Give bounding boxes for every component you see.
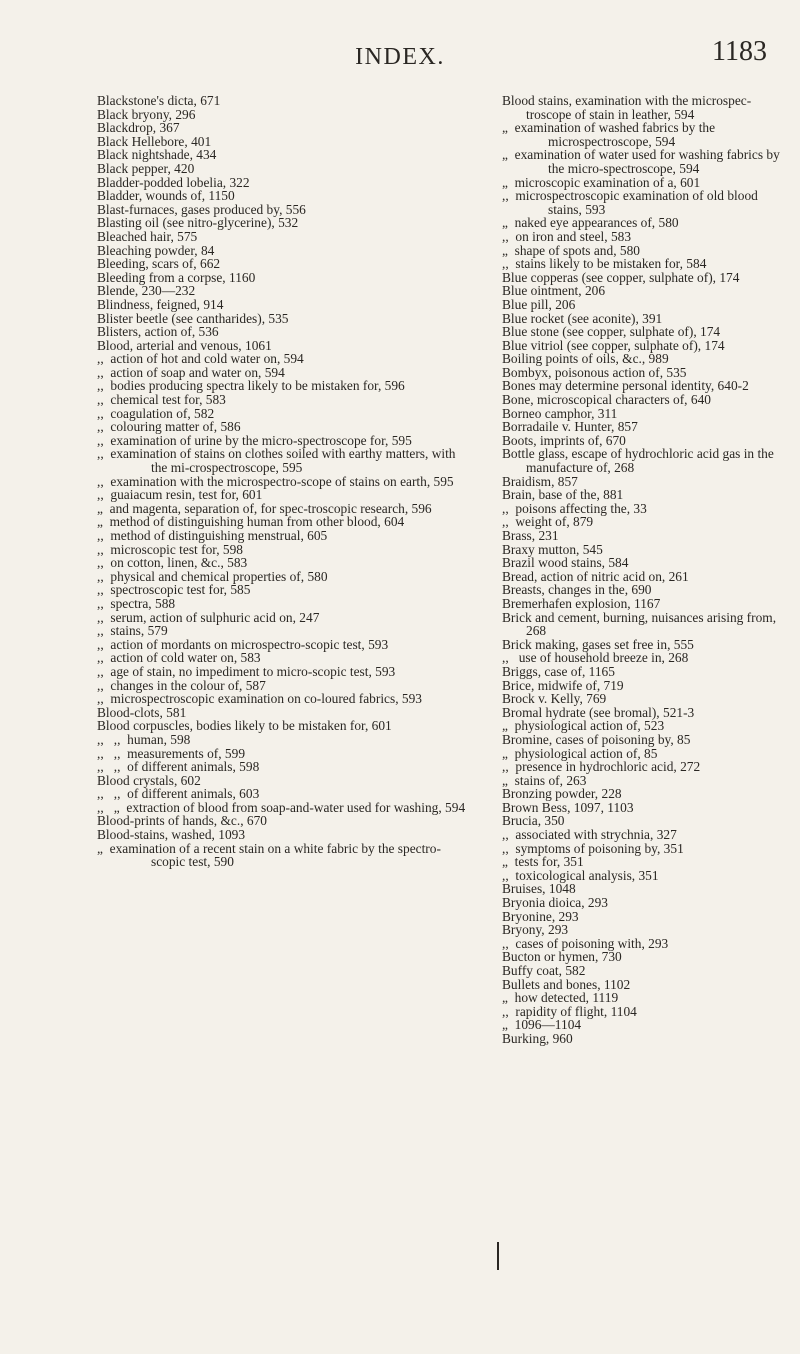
index-subentry: „ shape of spots and, 580 — [502, 242, 640, 258]
index-entry: Blasting oil (see nitro-glycerine), 532 — [97, 215, 299, 231]
index-subentry: ,, use of household breeze in, 268 — [502, 650, 689, 666]
index-subentry: „ how detected, 1119 — [502, 990, 619, 1006]
index-entry: Blood-clots, 581 — [97, 704, 187, 720]
index-subentry: ,, on iron and steel, 583 — [502, 228, 632, 244]
index-subentry: „ naked eye appearances of, 580 — [502, 215, 679, 231]
index-subentry: ,, action of hot and cold water on, 594 — [97, 351, 304, 367]
index-subentry: ,, changes in the colour of, 587 — [97, 677, 266, 693]
index-subentry: „ examination of water used for washing fabrics by the micro-spectroscope, 594 — [502, 147, 784, 176]
index-subentry: ,, weight of, 879 — [502, 514, 594, 530]
index-subentry: ,, ,, measurements of, 599 — [97, 745, 246, 761]
index-subentry: „ 1096—1104 — [502, 1017, 582, 1033]
index-entry: Bryonia dioica, 293 — [502, 895, 608, 911]
index-subentry: ,, physical and chemical properties of, 580 — [97, 568, 328, 584]
index-subentry: ,, colouring matter of, 586 — [97, 419, 241, 435]
index-subentry: ,, stains likely to be mistaken for, 584 — [502, 256, 707, 272]
index-entry: Borneo camphor, 311 — [502, 405, 618, 421]
index-entry: Blood-stains, washed, 1093 — [97, 827, 246, 843]
index-entry: Blister beetle (see cantharides), 535 — [97, 310, 289, 326]
index-subentry: ,, microspectroscopic examination of old blood stains, 593 — [502, 188, 762, 217]
index-entry: Brass, 231 — [502, 528, 559, 543]
left-index-column — [97, 94, 475, 869]
index-entry: Breasts, changes in the, 690 — [502, 582, 652, 598]
index-entry: Blisters, action of, 536 — [97, 324, 219, 340]
index-entry: Blood stains, examination with the microspec-troscope of stain in leather, 594 — [502, 93, 752, 122]
index-subentry: ,, ,, of different animals, 603 — [97, 786, 260, 802]
index-entry: Brick making, gases set free in, 555 — [502, 636, 694, 652]
index-entry: Bone, microscopical characters of, 640 — [502, 392, 711, 408]
index-entry: Blackdrop, 367 — [97, 120, 180, 136]
index-subentry: ,, cases of poisoning with, 293 — [502, 935, 669, 951]
index-entry: Black bryony, 296 — [97, 106, 196, 122]
index-subentry: ,, action of mordants on microspectro-scopic test, 593 — [97, 636, 389, 652]
margin-rule — [497, 1242, 499, 1270]
index-subentry: „ physiological action of, 85 — [502, 745, 658, 761]
index-entry: Buffy coat, 582 — [502, 963, 586, 978]
index-subentry: ,, examination of urine by the micro-spectroscope for, 595 — [97, 432, 412, 448]
index-subentry: „ microscopic examination of a, 601 — [502, 174, 701, 190]
index-entry: Blue rocket (see aconite), 391 — [502, 310, 663, 326]
index-entry: Brown Bess, 1097, 1103 — [502, 799, 634, 815]
index-entry: Black nightshade, 434 — [97, 147, 217, 163]
index-subentry: ,, symptoms of poisoning by, 351 — [502, 840, 684, 856]
index-entry: Brain, base of the, 881 — [502, 487, 624, 503]
index-subentry: „ examination of a recent stain on a white fabric by the spectro-scopic test, 590 — [97, 840, 441, 870]
page-title: INDEX. — [355, 44, 445, 70]
index-entry: Bromine, cases of poisoning by, 85 — [502, 731, 691, 747]
index-subentry: ,, serum, action of sulphuric acid on, 247 — [97, 609, 320, 625]
index-entry: Braidism, 857 — [502, 473, 578, 489]
index-subentry: ,, poisons affecting the, 33 — [502, 500, 647, 516]
index-subentry: ,, toxicological analysis, 351 — [502, 867, 659, 883]
index-entry: Bladder-podded lobelia, 322 — [97, 174, 250, 190]
index-entry: Black pepper, 420 — [97, 160, 195, 176]
index-entry: Brazil wood stains, 584 — [502, 555, 629, 571]
index-entry: Bombyx, poisonous action of, 535 — [502, 364, 687, 380]
index-entry: Blue copperas (see copper, sulphate of), 174 — [502, 269, 740, 285]
index-entry: Bucton or hymen, 730 — [502, 949, 622, 965]
index-entry: Blood corpuscles, bodies likely to be mistaken for, 601 — [97, 718, 392, 734]
index-subentry: ,, method of distinguishing menstrual, 605 — [97, 528, 328, 543]
index-subentry: ,, bodies producing spectra likely to be mistaken for, 596 — [97, 378, 405, 394]
index-entry: Bruises, 1048 — [502, 881, 576, 897]
index-entry: Bremerhafen explosion, 1167 — [502, 595, 661, 611]
index-entry: Bread, action of nitric acid on, 261 — [502, 568, 689, 584]
index-entry: Brucia, 350 — [502, 813, 565, 829]
index-entry: Bromal hydrate (see bromal), 521-3 — [502, 704, 695, 720]
index-entry: Bryonine, 293 — [502, 908, 579, 924]
index-subentry: ,, microspectroscopic examination on co-loured fabrics, 593 — [97, 691, 422, 707]
index-entry: Bryony, 293 — [502, 922, 569, 938]
index-subentry: „ physiological action of, 523 — [502, 718, 665, 734]
index-subentry: ,, rapidity of flight, 1104 — [502, 1003, 637, 1019]
index-entry: Borradaile v. Hunter, 857 — [502, 419, 638, 435]
index-subentry: ,, ,, of different animals, 598 — [97, 759, 260, 775]
index-subentry: ,, microscopic test for, 598 — [97, 541, 243, 557]
index-subentry: ,, associated with strychnia, 327 — [502, 827, 677, 843]
index-entry: Blood, arterial and venous, 1061 — [97, 337, 272, 353]
index-subentry: ,, spectra, 588 — [97, 595, 176, 611]
index-entry: Blindness, feigned, 914 — [97, 296, 224, 312]
index-entry: Blood-prints of hands, &c., 670 — [97, 813, 267, 829]
index-entry: Brice, midwife of, 719 — [502, 677, 624, 693]
right-index-column — [502, 94, 790, 1046]
index-entry: Brick and cement, burning, nuisances arising from, 268 — [502, 609, 780, 639]
index-subentry: „ tests for, 351 — [502, 854, 584, 870]
index-entry: Bottle glass, escape of hydrochloric acid gas in the manufacture of, 268 — [502, 446, 778, 476]
index-entry: Bones may determine personal identity, 640-2 — [502, 378, 749, 394]
index-entry: Blue pill, 206 — [502, 296, 576, 312]
index-entry: Bleached hair, 575 — [97, 228, 198, 244]
index-subentry: „ method of distinguishing human from other blood, 604 — [97, 514, 405, 530]
index-subentry: ,, action of soap and water on, 594 — [97, 364, 285, 380]
page-number: 1183 — [712, 36, 767, 67]
index-subentry: „ examination of washed fabrics by the microspectroscope, 594 — [502, 120, 719, 149]
index-entry: Bladder, wounds of, 1150 — [97, 188, 235, 204]
index-entry: Blue vitriol (see copper, sulphate of), 174 — [502, 337, 725, 353]
index-entry: Bronzing powder, 228 — [502, 786, 622, 802]
index-entry: Blue stone (see copper, sulphate of), 174 — [502, 324, 721, 340]
index-subentry: „ and magenta, separation of, for spec-troscopic research, 596 — [97, 500, 432, 516]
index-entry: Boots, imprints of, 670 — [502, 432, 626, 448]
index-subentry: ,, „ extraction of blood from soap-and-water used for washing, 594 — [97, 799, 466, 815]
index-entry: Bleeding, scars of, 662 — [97, 256, 221, 272]
index-subentry: ,, presence in hydrochloric acid, 272 — [502, 759, 701, 775]
index-subentry: ,, chemical test for, 583 — [97, 392, 226, 408]
index-entry: Burking, 960 — [502, 1030, 573, 1046]
index-subentry: ,, guaiacum resin, test for, 601 — [97, 487, 263, 503]
index-entry: Blast-furnaces, gases produced by, 556 — [97, 201, 306, 217]
index-subentry: ,, on cotton, linen, &c., 583 — [97, 555, 248, 571]
index-subentry: ,, coagulation of, 582 — [97, 405, 215, 421]
index-subentry: ,, examination of stains on clothes soiled with earthy matters, with the mi-crospectroscope, 595 — [97, 446, 459, 476]
index-subentry: ,, spectroscopic test for, 585 — [97, 582, 251, 598]
index-entry: Blood crystals, 602 — [97, 772, 201, 788]
index-entry: Briggs, case of, 1165 — [502, 663, 615, 679]
index-subentry: „ stains of, 263 — [502, 772, 587, 788]
index-entry: Blue ointment, 206 — [502, 283, 606, 299]
index-entry: Black Hellebore, 401 — [97, 133, 212, 149]
index-entry: Boiling points of oils, &c., 989 — [502, 351, 669, 367]
index-subentry: ,, ,, human, 598 — [97, 731, 191, 747]
index-entry: Braxy mutton, 545 — [502, 541, 603, 557]
index-subentry: ,, age of stain, no impediment to micro-scopic test, 593 — [97, 663, 396, 679]
index-entry: Brock v. Kelly, 769 — [502, 691, 607, 707]
index-subentry: ,, action of cold water on, 583 — [97, 650, 261, 666]
running-head — [0, 0, 800, 78]
index-entry: Bleeding from a corpse, 1160 — [97, 269, 256, 285]
index-entry: Bleaching powder, 84 — [97, 242, 215, 258]
index-subentry: ,, examination with the microspectro-scope of stains on earth, 595 — [97, 473, 454, 489]
index-entry: Blackstone's dicta, 671 — [97, 93, 221, 108]
index-subentry: ,, stains, 579 — [97, 623, 168, 639]
index-entry: Bullets and bones, 1102 — [502, 976, 631, 992]
index-entry: Blende, 230—232 — [97, 283, 196, 299]
